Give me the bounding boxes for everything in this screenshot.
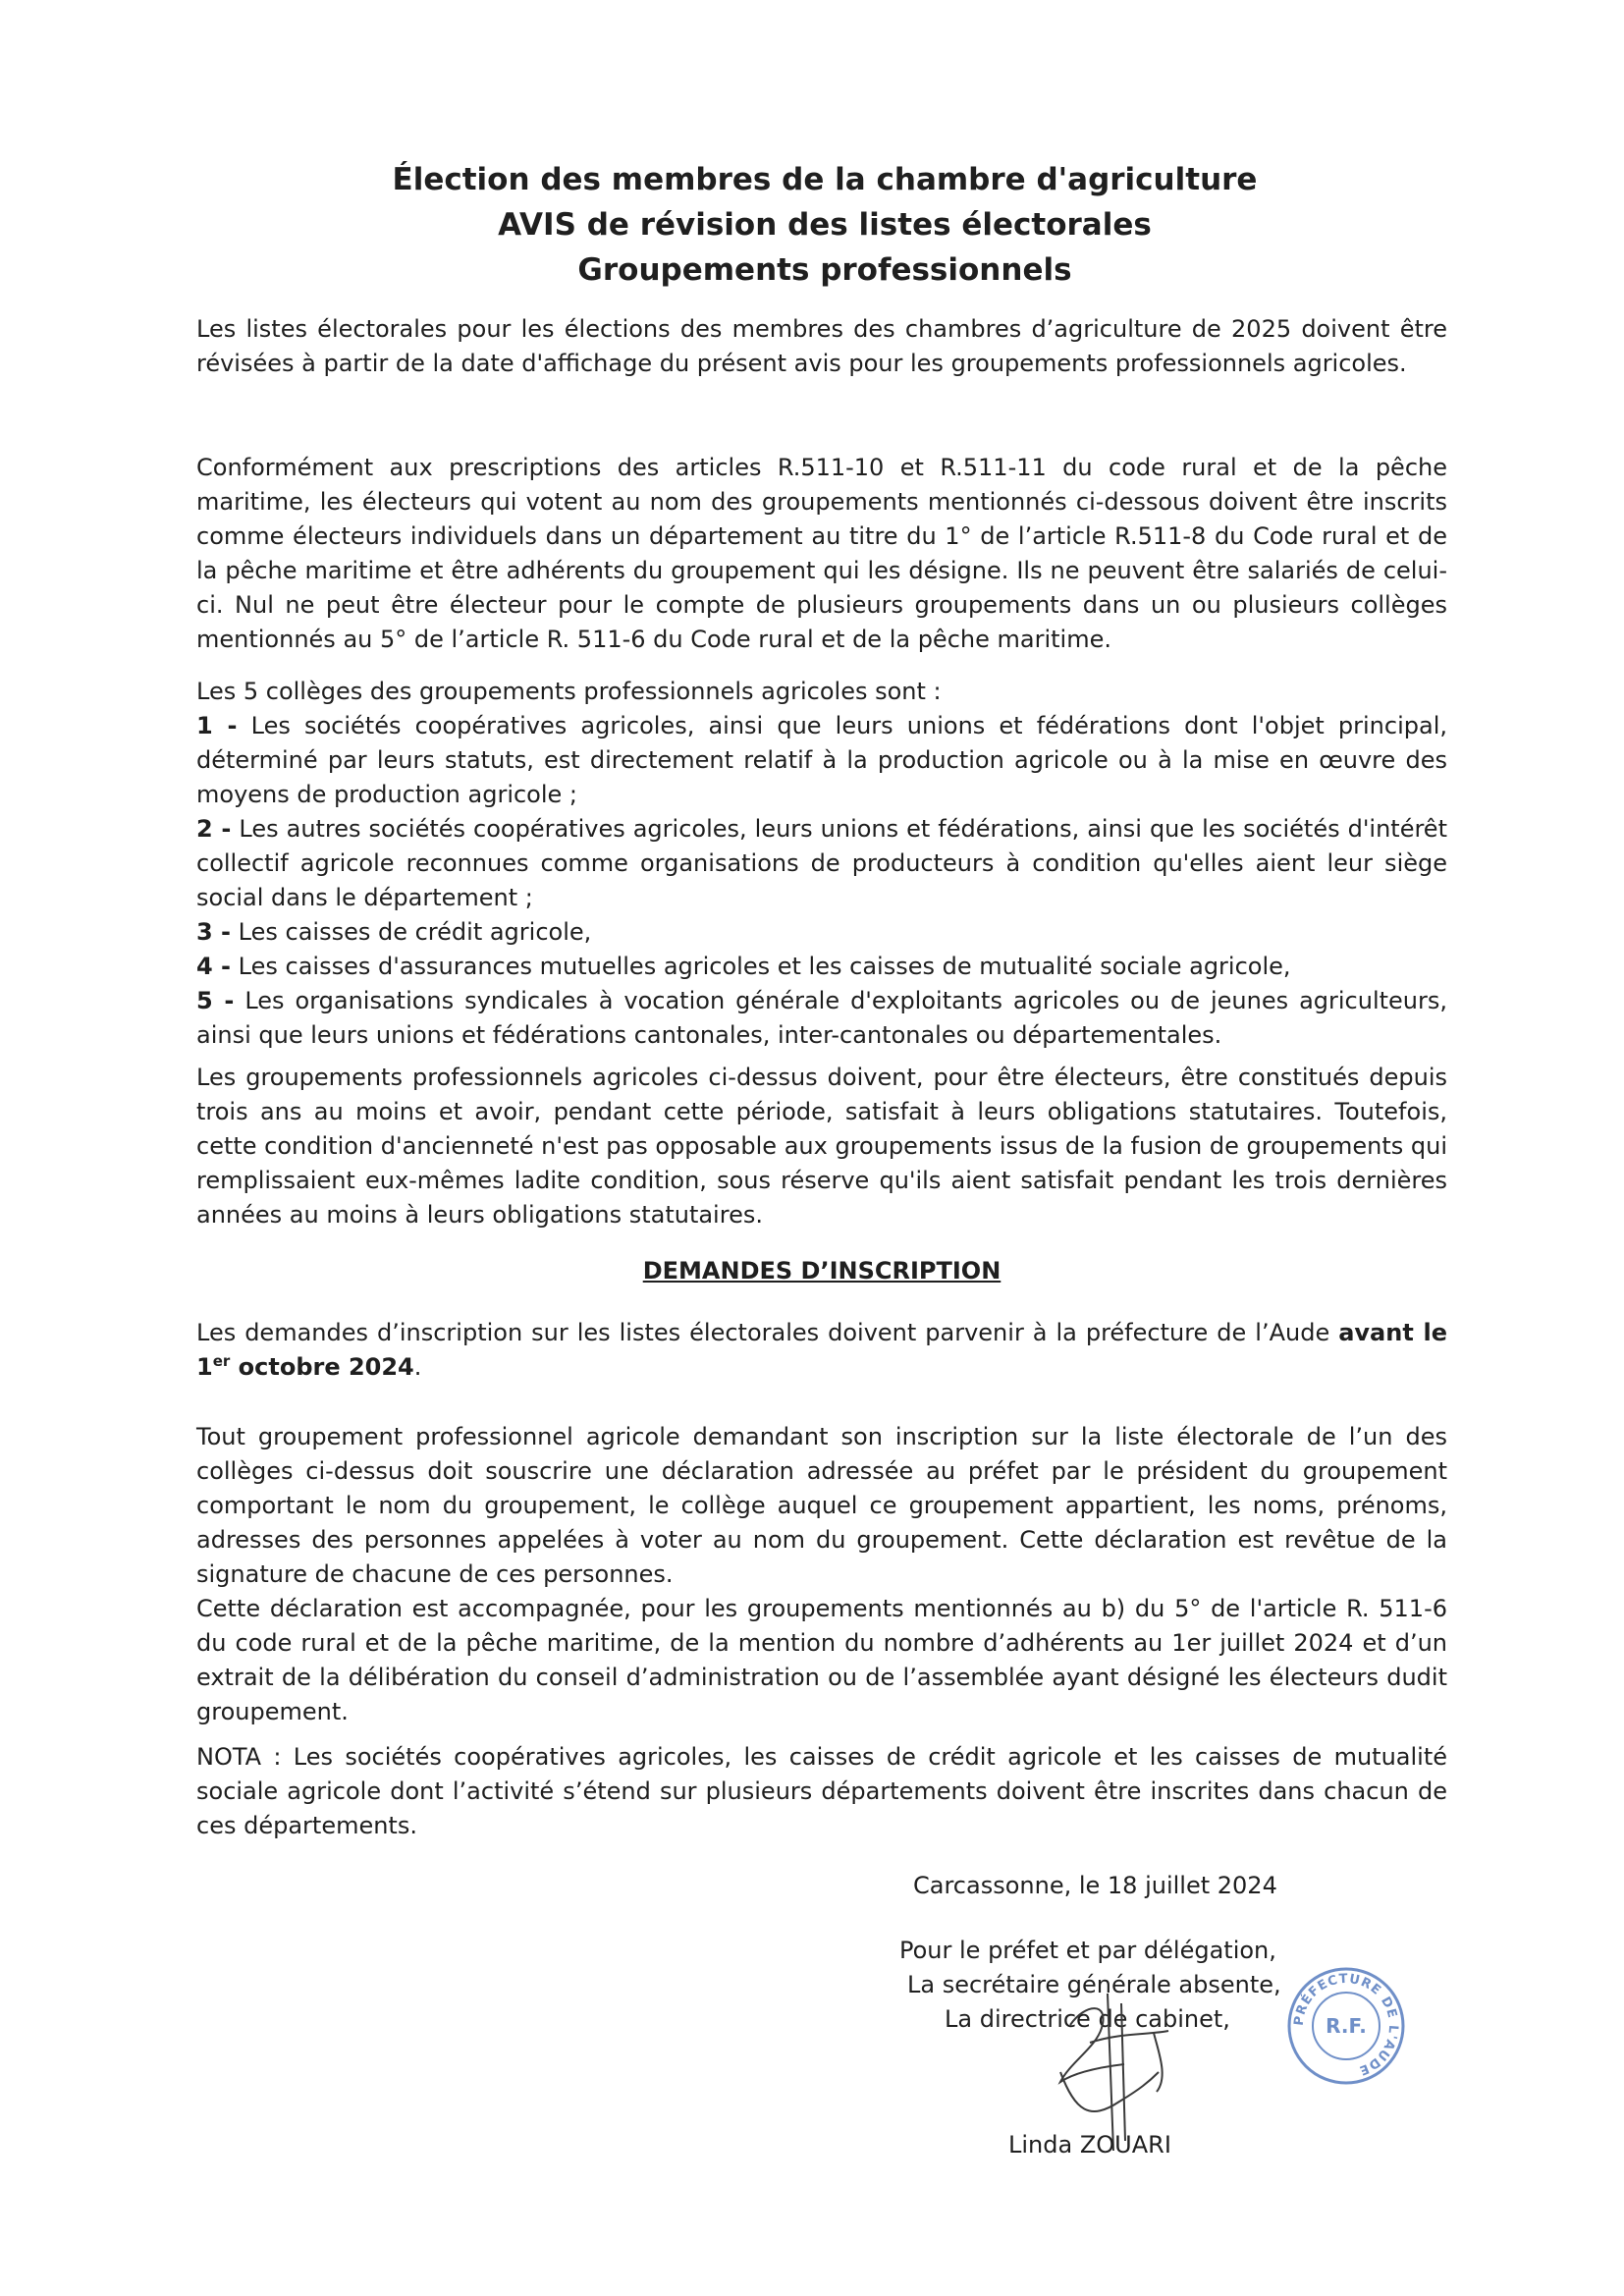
colleges-list <box>196 675 1447 1053</box>
conformement-text: Conformément aux prescriptions des articles R.511-10 et R.511-11 du code rural et de la pêche maritime, les électeurs qui votent au nom des groupements mentionnés ci-dessous doivent être inscrits comme électeurs individuels dans un département au titre du 1° de l’article R.511-8 du Code rural et de la pêche maritime et être adhérents du groupement qui les désigne. Ils ne peuvent être salariés de celui-ci. Nul ne peut être électeur pour le compte de plusieurs groupements dans un ou plusieurs collèges mentionnés au 5° de l’article R. 511-6 du Code rural et de la pêche maritime. <box>196 454 1447 653</box>
deadline-bold-end: octobre 2024 <box>230 1353 414 1381</box>
deadline-sup: er <box>212 1352 231 1370</box>
colleges-intro: Les 5 collèges des groupements professionnels agricoles sont : <box>196 678 942 705</box>
intro-text: Les listes électorales pour les élections des membres des chambres d’agriculture de 2025 doivent être révisées à partir de la date d'affichage du présent avis pour les groupements professionnels agricoles. <box>196 315 1447 377</box>
conformement-paragraph <box>196 451 1447 657</box>
college-text: Les autres sociétés coopératives agricoles, leurs unions et fédérations, ainsi que les sociétés d'intérêt collectif agricole reconnues comme organisations de producteurs à condition qu'elles aient leur siège social dans le département ; <box>196 815 1447 911</box>
section-title-demandes: DEMANDES D’INSCRIPTION <box>642 1257 1001 1285</box>
deadline-bold: avant le 1 <box>196 1319 1448 1381</box>
demandes-plain: Les demandes d’inscription sur les listes électorales doivent parvenir à la préfecture de l’Aude <box>196 1319 1339 1346</box>
nota-paragraph <box>196 1740 1447 1843</box>
signer-name: Linda ZOUARI <box>1008 2131 1171 2159</box>
nota-text: NOTA : Les sociétés coopératives agricoles, les caisses de crédit agricole et les caisses de mutualité sociale agricole dont l’activité s’étend sur plusieurs départements doivent être inscrites dans chacun de ces départements. <box>196 1743 1447 1839</box>
stamp-center-text: R.F. <box>1326 2014 1367 2038</box>
tout-groupement-paragraph <box>196 1420 1447 1729</box>
college-number: 4 - <box>196 953 232 980</box>
college-number: 3 - <box>196 918 232 946</box>
title-line-3: Groupements professionnels <box>577 252 1072 288</box>
prefecture-stamp <box>1282 1962 1410 2090</box>
title-line-1: Élection des membres de la chambre d'agriculture <box>392 162 1258 197</box>
place-date: Carcassonne, le 18 juillet 2024 <box>913 1872 1277 1899</box>
tout-groupement-text: Tout groupement professionnel agricole demandant son inscription sur la liste électorale de l’un des collèges ci-dessus doit souscrire une déclaration adressée au préfet par le président du groupement comportant le nom du groupement, le collège auquel ce groupement appartient, les noms, prénoms, adresses des personnes appelées à voter au nom du groupement. Cette déclaration est revêtue de la signature de chacune de ces personnes. <box>196 1423 1447 1588</box>
college-number: 2 - <box>196 815 232 843</box>
college-text: Les caisses d'assurances mutuelles agricoles et les caisses de mutualité sociale agricole, <box>238 953 1291 980</box>
groupements-paragraph <box>196 1061 1447 1232</box>
secretary-line: La secrétaire générale absente, <box>907 1971 1281 1998</box>
college-item-5 <box>196 984 1447 1053</box>
demandes-paragraph <box>196 1316 1447 1385</box>
college-text: Les organisations syndicales à vocation générale d'exploitants agricoles ou de jeunes agriculteurs, ainsi que leurs unions et fédérations cantonales, inter-cantonales ou départementales. <box>196 987 1448 1049</box>
college-number: 1 - <box>196 712 238 739</box>
demandes-end: . <box>413 1353 422 1381</box>
demandes-text <box>196 1316 1447 1385</box>
delegation-line: Pour le préfet et par délégation, <box>899 1937 1276 1964</box>
document-title <box>196 157 1453 293</box>
groupements-text: Les groupements professionnels agricoles ci-dessus doivent, pour être électeurs, être constitués depuis trois ans au moins et avoir, pendant cette période, satisfait à leurs obligations statutaires. Toutefois, cette condition d'ancienneté n'est pas opposable aux groupements issus de la fusion de groupements qui remplissaient eux-mêmes ladite condition, sous réserve qu'ils aient satisfait pendant les trois dernières années au moins à leurs obligations statutaires. <box>196 1064 1447 1229</box>
college-item-2 <box>196 812 1447 915</box>
director-line: La directrice de cabinet, <box>945 2005 1230 2033</box>
title-line-2: AVIS de révision des listes électorales <box>498 207 1152 243</box>
college-number: 5 - <box>196 987 235 1014</box>
stamp-ring-text: PRÉFECTURE DE L'AUDE <box>1291 1971 1401 2078</box>
college-item-4 <box>196 950 1447 984</box>
college-text: Les caisses de crédit agricole, <box>238 918 592 946</box>
college-item-3 <box>196 915 1447 950</box>
college-item-1 <box>196 709 1447 812</box>
declaration-text: Cette déclaration est accompagnée, pour les groupements mentionnés au b) du 5° de l'article R. 511-6 du code rural et de la pêche maritime, de la mention du nombre d’adhérents au 1er juillet 2024 et d’un extrait de la délibération du conseil d’administration ou de l’assemblée ayant désigné les électeurs dudit groupement. <box>196 1595 1447 1725</box>
college-text: Les sociétés coopératives agricoles, ainsi que leurs unions et fédérations dont l'objet principal, déterminé par leurs statuts, est directement relatif à la production agricole ou à la mise en œuvre des moyens de production agricole ; <box>196 712 1447 808</box>
intro-paragraph <box>196 312 1447 381</box>
